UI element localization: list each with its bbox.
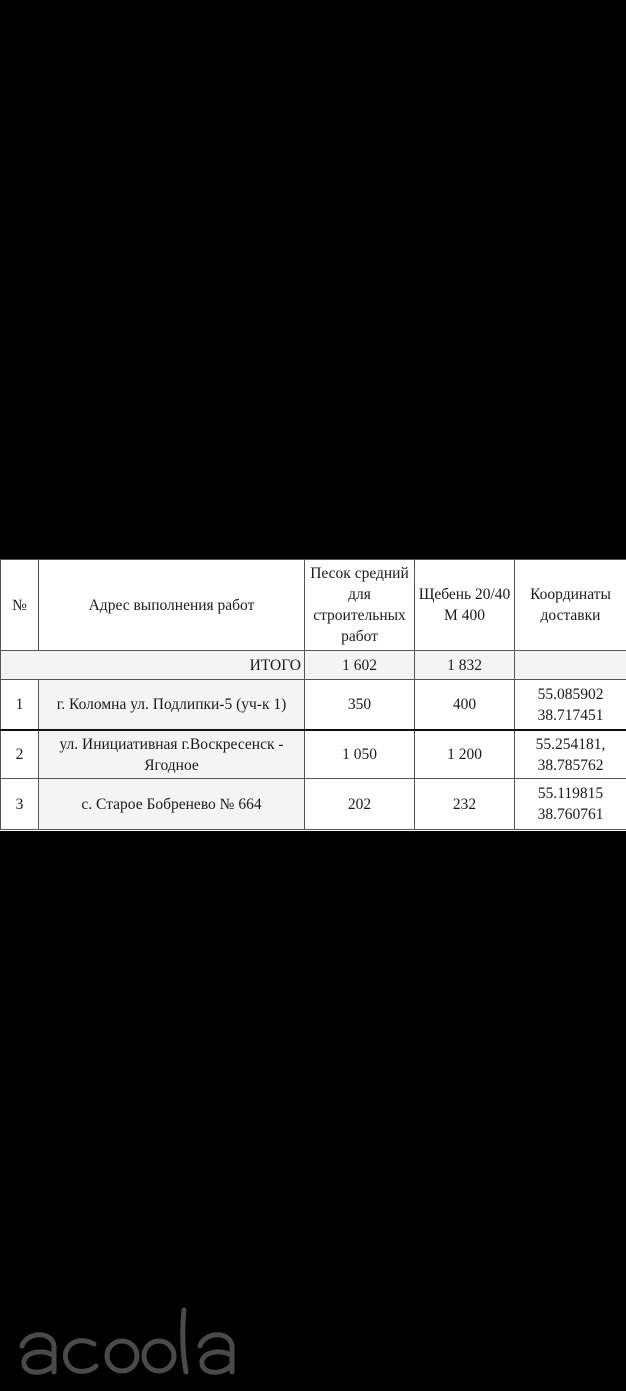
row-coords [515,779,626,830]
header-coords: Координаты доставки [515,560,626,651]
row-coords [515,730,626,779]
row-lat: 55.254181, [535,735,606,753]
delivery-table [0,559,626,830]
total-coords-empty [515,651,626,680]
header-sand: Песок средний для строительных работ [305,560,415,651]
row-sand: 1 050 [305,730,415,779]
table-header-row [1,560,626,651]
row-lat: 55.085902 [537,685,604,703]
row-gravel: 1 200 [415,730,515,779]
row-address: г. Коломна ул. Подлипки-5 (уч-к 1) [39,680,305,731]
row-gravel: 232 [415,779,515,830]
total-label: ИТОГО [1,651,305,680]
table-row [1,680,626,731]
acoola-watermark-logo [14,1300,244,1380]
row-coords [515,680,626,731]
row-lon: 38.785762 [537,756,604,774]
delivery-table-sheet [0,559,626,831]
row-lat: 55.119815 [537,785,604,802]
row-lon: 38.760761 [537,806,604,823]
total-row [1,651,626,680]
row-sand: 202 [305,779,415,830]
row-gravel: 400 [415,680,515,731]
row-address: ул. Инициативная г.Воскресенск - Ягодное [39,730,305,779]
row-num: 2 [1,730,39,779]
row-num: 1 [1,680,39,731]
header-address: Адрес выполнения работ [39,560,305,651]
header-gravel: Щебень 20/40 М 400 [415,560,515,651]
table-row [1,779,626,830]
row-num: 3 [1,779,39,830]
table-row [1,730,626,779]
row-sand: 350 [305,680,415,731]
header-num: № [1,560,39,651]
total-gravel: 1 832 [415,651,515,680]
row-address: с. Старое Бобренево № 664 [39,779,305,830]
row-lon: 38.717451 [537,706,604,724]
total-sand: 1 602 [305,651,415,680]
